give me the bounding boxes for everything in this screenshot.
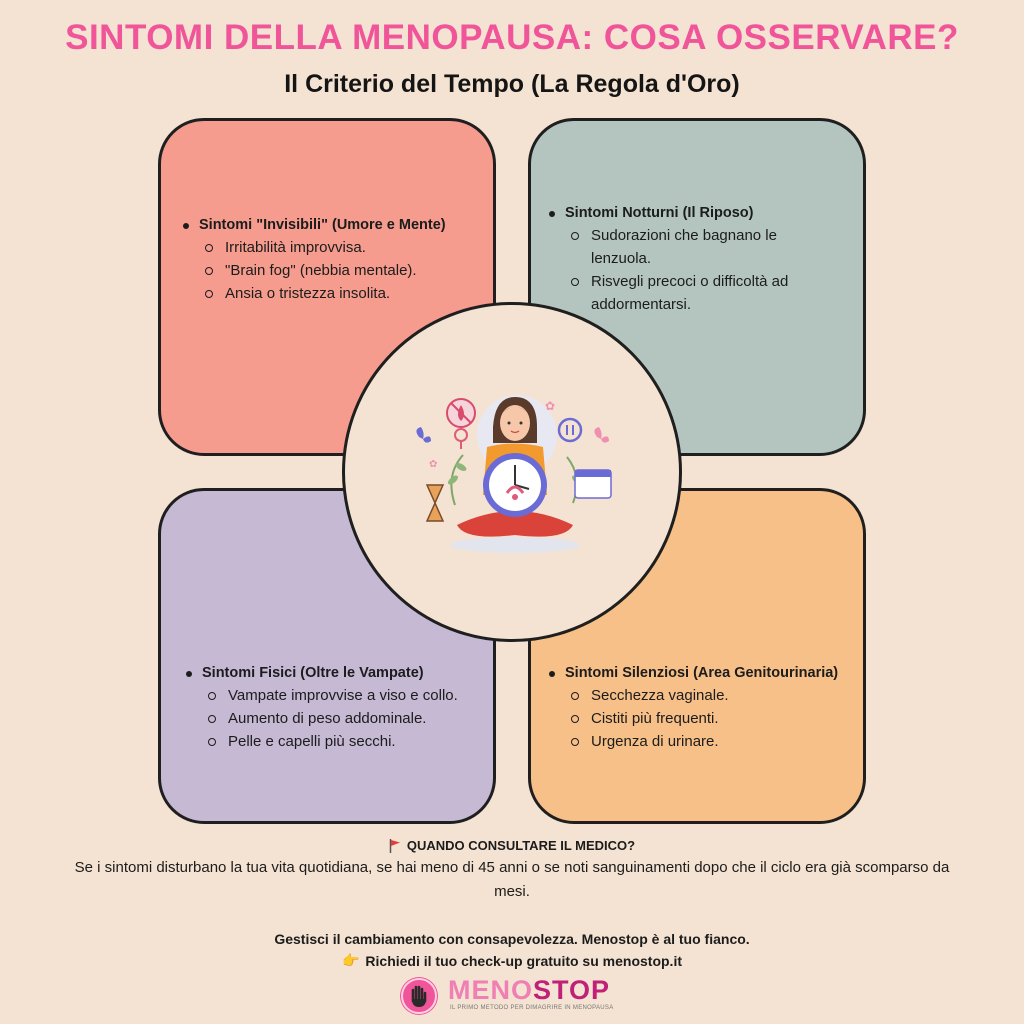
list-item: Risvegli precoci o difficoltà ad addormentarsi. [567,270,819,316]
page-subtitle: Il Criterio del Tempo (La Regola d'Oro) [284,70,740,98]
doctor-advice [60,838,964,904]
bullet-icon [549,671,555,677]
symptoms-silent-block [549,665,869,753]
pointing-hand-icon: 👉 [341,952,360,968]
symptoms-night-heading: Sintomi Notturni (Il Riposo) [565,205,754,221]
svg-text:✿: ✿ [545,399,556,413]
svg-text:✿: ✿ [429,459,438,470]
menostop-logo[interactable] [400,975,640,1015]
doctor-text: Se i sintomi disturbano la tua vita quotidiana, se hai meno di 45 anni o se noti sanguinamenti dopo che il ciclo era già scomparso da mesi. [74,859,950,900]
woman-clock-illustration [405,385,625,560]
list-item: Pelle e capelli più secchi. [204,730,486,753]
list-item: Ansia o tristezza insolita. [201,282,483,305]
bullet-icon [549,211,555,217]
symptoms-mind-heading: Sintomi "Invisibili" (Umore e Mente) [199,217,446,233]
list-item: Sudorazioni che bagnano le lenzuola. [567,224,819,270]
list-item: "Brain fog" (nebbia mentale). [201,259,483,282]
logo-stop: STOP [533,975,611,1005]
symptoms-physical-block [186,665,486,753]
red-flag-icon [389,839,401,853]
logo-tagline: IL PRIMO METODO PER DIMAGRIRE IN MENOPAUSA [450,1005,614,1011]
footer-tagline: Gestisci il cambiamento con consapevolezza. Menostop è al tuo fianco. [274,931,750,947]
bullet-icon [183,223,189,229]
list-item: Irritabilità improvvisa. [201,236,483,259]
symptoms-silent-heading: Sintomi Silenziosi (Area Genitourinaria) [565,665,839,681]
checkup-link[interactable]: Richiedi il tuo check-up gratuito su menostop.it [365,952,682,969]
list-item: Urgenza di urinare. [567,730,869,753]
symptoms-night-block [549,205,819,316]
list-item: Cistiti più frequenti. [567,707,869,730]
page-title: SINTOMI DELLA MENOPAUSA: COSA OSSERVARE? [65,18,959,57]
symptoms-mind-block [183,217,483,305]
bullet-icon [186,671,192,677]
logo-meno: MENO [448,975,533,1005]
list-item: Aumento di peso addominale. [204,707,486,730]
hand-stop-icon [400,977,438,1015]
symptoms-physical-heading: Sintomi Fisici (Oltre le Vampate) [202,665,424,681]
list-item: Secchezza vaginale. [567,684,869,707]
list-item: Vampate improvvise a viso e collo. [204,684,486,707]
doctor-heading: QUANDO CONSULTARE IL MEDICO? [406,838,636,853]
